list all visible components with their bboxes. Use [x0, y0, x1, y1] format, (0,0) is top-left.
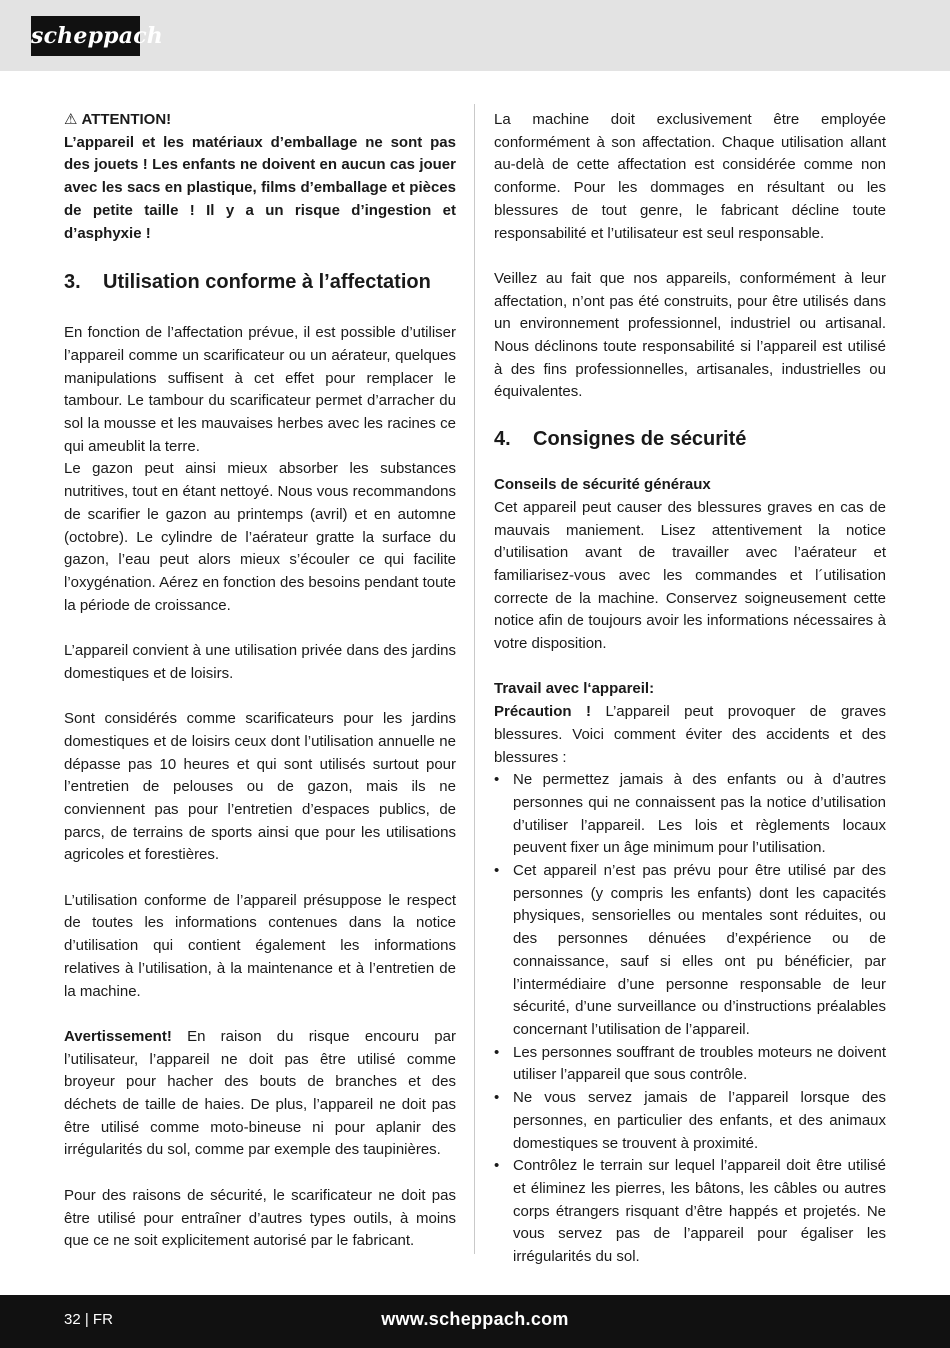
paragraph: En fonction de l’affectation prévue, il est possible d’utiliser l’appareil comme un scarificateur ou un aérateur, quelques manipulations suffisent à cet effet pour remplacer le tambour. Le tambour du scarificateur permet d’arracher du sol la mousse et les mauvaises herbes avec les racines ce qui ameublit la terre. [64, 324, 456, 455]
attention-heading [64, 109, 456, 132]
paragraph: Le gazon peut ainsi mieux absorber les substances nutritives, tout en étant nettoyé. Nous vous recommandons de scarifier le gazon au printemps (avril) et en automne (octobre). Le cylindre de l’aérateur gratte la surface du gazon, l’eau peut alors mieux s’écouler ce qui facilite l’oxygénation. Aérez en fonction des besoins pendant toute la période de croissance. [64, 460, 456, 614]
bullet-item: • Ne vous servez jamais de l’appareil lorsque des personnes, en particulier des enfants, et des animaux domestiques se trouvent à proximité. [494, 1087, 886, 1155]
page-header [0, 0, 950, 71]
warning-text: En raison du risque encouru par l’utilisateur, l’appareil ne doit pas être utilisé comme broyeur pour hacher des bouts de branches et des déchets de taille de haies. De plus, l’appareil ne doit pas être utilisé comme moto-bineuse ni pour aplanir des irrégularités du sol, comme par exemple des taupinières. [64, 1027, 456, 1159]
warning-label: Avertissement! [64, 1027, 172, 1045]
paragraph: La machine doit exclusivement être employée conformément à son affectation. Chaque utilisation allant au-delà de cette affectation est considérée comme non conforme. Pour les dommages en résultant ou les blessures de tout genre, le fabricant décline toute responsabilité et l’utilisateur est seul responsable. [494, 111, 886, 242]
bullet-item: • Les personnes souffrant de troubles moteurs ne doivent utiliser l’appareil que sous contrôle. [494, 1042, 886, 1087]
section-4-heading [494, 426, 886, 452]
section-4-number: 4. [494, 428, 511, 451]
section-3-number: 3. [64, 271, 81, 294]
bullet-item: • Contrôlez le terrain sur lequel l’appareil doit être utilisé et éliminez les pierres, les bâtons, les câbles ou autres corps étrangers risquant d’être happés et projetés. Ne vous servez pas de l’appareil pour égaliser les irrégularités du sol. [494, 1155, 886, 1269]
safety-bullet-list [494, 769, 886, 1268]
paragraph: Sont considérés comme scarificateurs pour les jardins domestiques et de loisirs ceux dont l’utilisation annuelle ne dépasse pas 10 heures et qui sont utilisés surtout pour l’entretien de pelouses ou de gazon, mais ils ne conviennent pas pour l’entretien d’espaces publics, de parcs, de terrains de sports ainsi que pour les utilisations agricoles et forestières. [64, 710, 456, 864]
attention-title: ATTENTION! [81, 111, 172, 128]
paragraph: L’appareil convient à une utilisation privée dans des jardins domestiques et de loisirs. [64, 642, 456, 682]
paragraph: Veillez au fait que nos appareils, conformément à leur affectation, n’ont pas été construits, pour être utilisés dans un environnement professionnel, industriel ou artisanal. Nous déclinons toute responsabilité si l’appareil est utilisé à des fins professionnelles, artisanales, industrielles ou équivalentes. [494, 269, 886, 401]
subheading: Travail avec l‘appareil: [494, 680, 655, 698]
page-footer [0, 1295, 950, 1348]
caution-text: L’appareil peut provoquer de graves blessures. Voici comment éviter des accidents et des blessures : [494, 703, 886, 766]
left-column [64, 109, 456, 1253]
attention-text: L’appareil et les matériaux d’emballage ne sont pas des jouets ! Les enfants ne doivent en aucun cas jouer avec les sacs en plastique, films d’emballage et pièces de petite taille ! Il y a un risque d’ingestion et d’asphyxie ! [64, 133, 456, 242]
brand-logo: scheppach [31, 16, 140, 56]
section-4-title: Consignes de sécurité [533, 428, 747, 451]
section-3-heading [64, 269, 456, 295]
page-number: 32 | FR [64, 1311, 113, 1328]
bullet-item: • Cet appareil n’est pas prévu pour être utilisé par des personnes (y compris les enfants) dont les capacités physiques, sensorielles ou mentales sont réduites, ou des personnes dénuées d’expérience ou de connaissance, sauf si elles ont pu bénéficier, par l’intermédiaire d’une personne responsable de leur sécurité, d’une surveillance ou d’instructions préalables concernant l’utilisation de l’appareil. [494, 860, 886, 1042]
warning-triangle-icon: ⚠ [64, 111, 78, 128]
right-column [494, 109, 886, 1269]
caution-label: Précaution ! [494, 703, 591, 721]
paragraph: L’utilisation conforme de l’appareil présuppose le respect de toutes les informations contenues dans la notice d’utilisation qui contient également les informations relatives à l’utilisation, à la maintenance et à l’entretien de la machine. [64, 891, 456, 1000]
subheading: Conseils de sécurité généraux [494, 476, 711, 494]
caution-paragraph [494, 701, 886, 769]
warning-paragraph [64, 1026, 456, 1162]
website-link[interactable]: www.scheppach.com [381, 1309, 569, 1329]
bullet-item: • Ne permettez jamais à des enfants ou à d’autres personnes qui ne connaissent pas la notice d’utilisation d’utiliser l’appareil. Les lois et règlements locaux peuvent fixer un âge minimum pour l’utilisation. [494, 769, 886, 860]
column-divider [474, 104, 475, 1254]
section-3-title: Utilisation conforme à l’affectation [103, 271, 431, 294]
paragraph: Pour des raisons de sécurité, le scarificateur ne doit pas être utilisé pour entraîner d’autres types outils, à moins que ce ne soit explicitement autorisé par le fabricant. [64, 1186, 456, 1250]
paragraph: Cet appareil peut causer des blessures graves en cas de mauvais maniement. Lisez attentivement la notice d’utilisation avant de travailler avec l’aérateur et familiarisez-vous avec les commandes et l´utilisation correcte de la machine. Conservez soigneusement cette notice afin de toujours avoir les informations nécessaires à votre disposition. [494, 498, 886, 653]
